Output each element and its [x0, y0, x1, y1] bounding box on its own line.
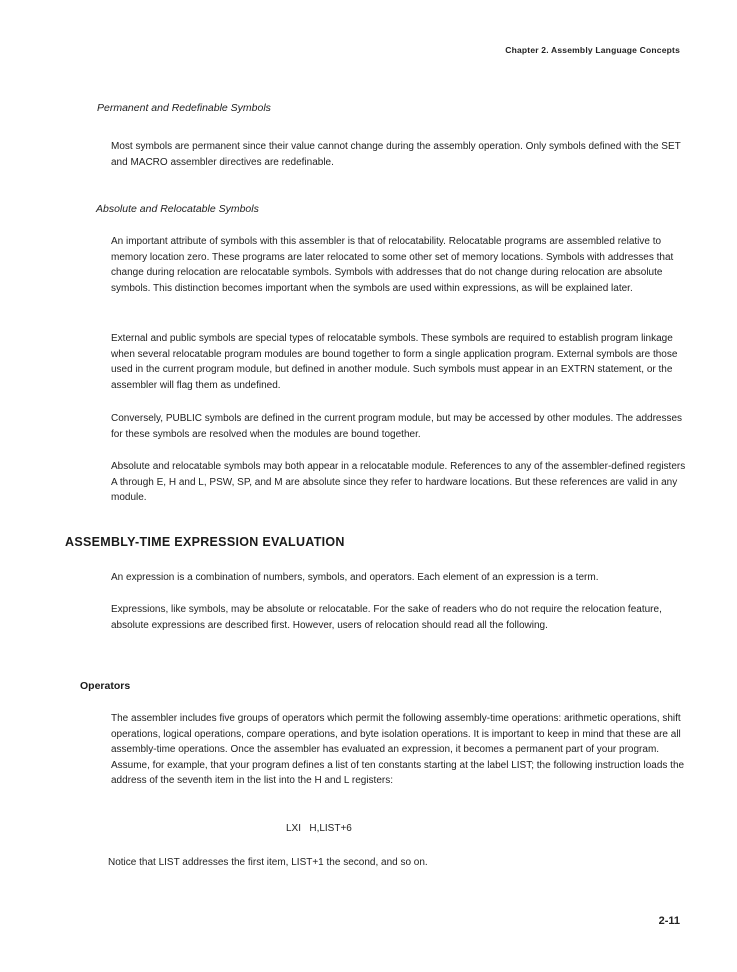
running-head: Chapter 2. Assembly Language Concepts — [505, 45, 680, 55]
paragraph-absolute-relocatable: Absolute and relocatable symbols may both appear in a relocatable module. References to any of the assembler-defined registers A through E, H and L, PSW, SP, and M are absolute since they refer to hardware locations. But these references are valid in any module. — [111, 461, 686, 504]
paragraph-external-public: External and public symbols are special types of relocatable symbols. These symbols are required to establish program linkage when several relocatable program modules are bound together to form a single application program. External symbols are those used in the current program module, but defined in another module. Such symbols must appear in an EXTRN statement, or the assembler will flag them as undefined. — [111, 333, 678, 391]
paragraph-operators: The assembler includes five groups of operators which permit the following assembly-time operations: arithmetic operations, shift operations, logical operations, compare operations, and byte isolation operations. It is important to keep in mind that these are all assembly-time operations. Once the assembler has evaluated an expression, it becomes a permanent part of your program. Assume, for example, that your program defines a list of ten constants starting at the label LIST; the following instruction loads the address of the seventh item in the list into the H and L registers: — [111, 713, 685, 787]
paragraph-expressions-relocation: Expressions, like symbols, may be absolute or relocatable. For the sake of readers who do not require the relocation feature, absolute expressions are described first. However, users of relocation should read all the following. — [111, 604, 662, 631]
subhead-absolute-symbols: Absolute and Relocatable Symbols — [96, 203, 259, 215]
paragraph-notice: Notice that LIST addresses the first item, LIST+1 the second, and so on. — [108, 857, 428, 868]
paragraph-public-symbols: Conversely, PUBLIC symbols are defined in the current program module, but may be accessed by other modules. The addresses for these symbols are resolved when the modules are bound together. — [111, 413, 683, 440]
paragraph-permanent-symbols: Most symbols are permanent since their value cannot change during the assembly operation. Only symbols defined with the SET and MACRO assembler directives are redefinable. — [111, 141, 681, 168]
subsection-title-operators: Operators — [80, 680, 131, 692]
page-number: 2-11 — [658, 915, 680, 927]
subhead-permanent-symbols: Permanent and Redefinable Symbols — [97, 102, 271, 114]
paragraph-expression-definition: An expression is a combination of numbers, symbols, and operators. Each element of an expression is a term. — [111, 572, 599, 583]
code-example: LXI H,LIST+6 — [286, 823, 352, 834]
paragraph-relocatability: An important attribute of symbols with this assembler is that of relocatability. Relocatable programs are assembled relative to memory location zero. These programs are later relocated to some other set of memory locations. Symbols with addresses that change during relocation are relocatable symbols. Symbols with addresses that do not change during relocation are absolute symbols. This distinction becomes important when the symbols are used within expressions, as will be explained later. — [111, 236, 674, 294]
section-title: ASSEMBLY-TIME EXPRESSION EVALUATION — [65, 535, 345, 549]
